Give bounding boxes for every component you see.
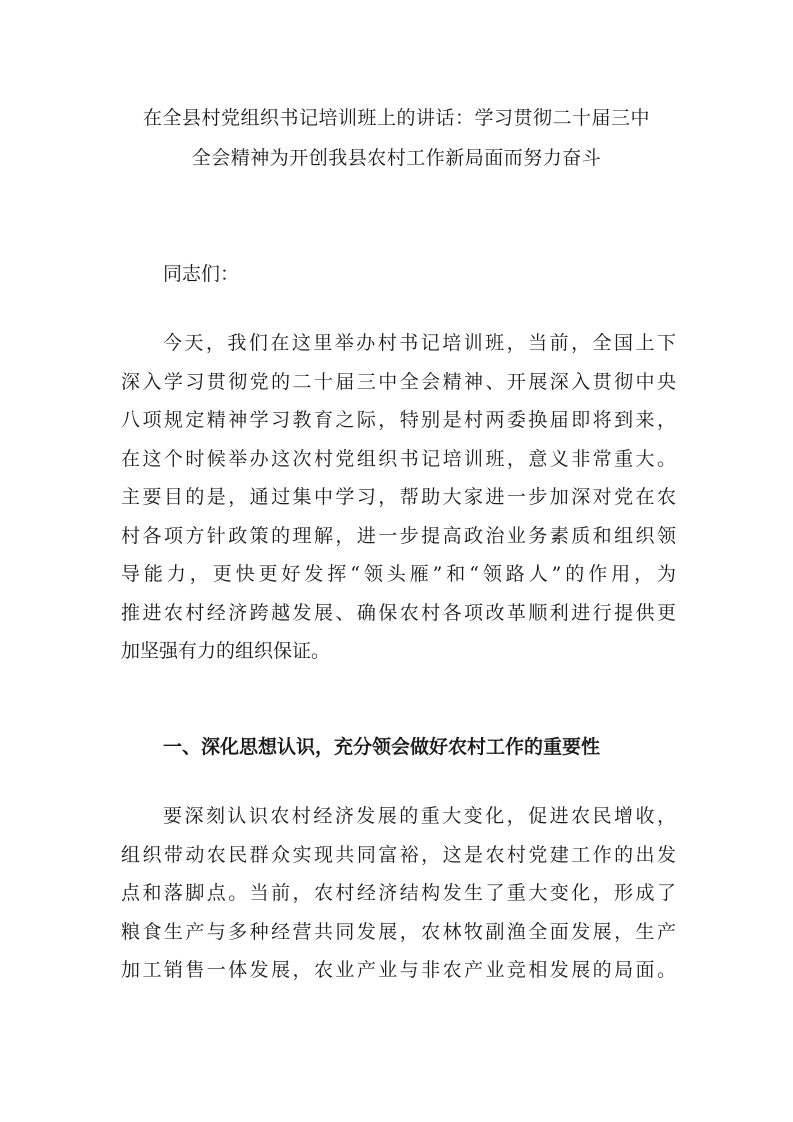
- paragraph-1-line: 导能力，更快更好发挥“领头雁”和“领路人”的作用，为: [121, 563, 676, 585]
- section-heading-1: [121, 728, 676, 767]
- paragraph-1: [121, 324, 676, 671]
- paragraph-2-line: 要深刻认识农村经济发展的重大变化，促进农民增收，: [163, 805, 676, 827]
- paragraph-1-line: 推进农村经济跨越发展、确保农村各项改革顺利进行提供更: [121, 601, 676, 624]
- title-line-2: 全会精神为开创我县农村工作新局面而努力奋斗: [191, 147, 602, 169]
- document-title: [110, 98, 683, 178]
- paragraph-2-line: 组织带动农民群众实现共同富裕，这是农村党建工作的出发: [121, 843, 676, 866]
- paragraph-1-line: 主要目的是，通过集中学习，帮助大家进一步加深对党在农: [121, 486, 676, 508]
- greeting: [121, 255, 676, 294]
- paragraph-2-line: 粮食生产与多种经营共同发展，农林牧副渔全面发展，生产: [121, 920, 676, 943]
- paragraph-1-line: 深入学习贯彻党的二十届三中全会精神、开展深入贯彻中央: [121, 370, 676, 393]
- paragraph-1-line: 加坚强有力的组织保证。: [121, 640, 331, 662]
- paragraph-1-line: 村各项方针政策的理解，进一步提高政治业务素质和组织领: [121, 524, 676, 547]
- paragraph-2: [121, 797, 676, 990]
- paragraph-2-line: 加工销售一体发展，农业产业与非农产业竞相发展的局面。: [121, 959, 676, 981]
- greeting-text: 同志们：: [163, 263, 240, 285]
- title-line-1: 在全县村党组织书记培训班上的讲话：学习贯彻二十届三中: [142, 107, 650, 129]
- paragraph-1-line: 今天，我们在这里举办村书记培训班，当前，全国上下: [163, 332, 676, 354]
- paragraph-1-line: 八项规定精神学习教育之际，特别是村两委换届即将到来，: [121, 409, 676, 431]
- paragraph-1-line: 在这个时候举办这次村党组织书记培训班，意义非常重大。: [121, 447, 676, 470]
- section-heading-1-text: 一、深化思想认识，充分领会做好农村工作的重要性: [163, 736, 601, 758]
- paragraph-2-line: 点和落脚点。当前，农村经济结构发生了重大变化，形成了: [121, 882, 676, 904]
